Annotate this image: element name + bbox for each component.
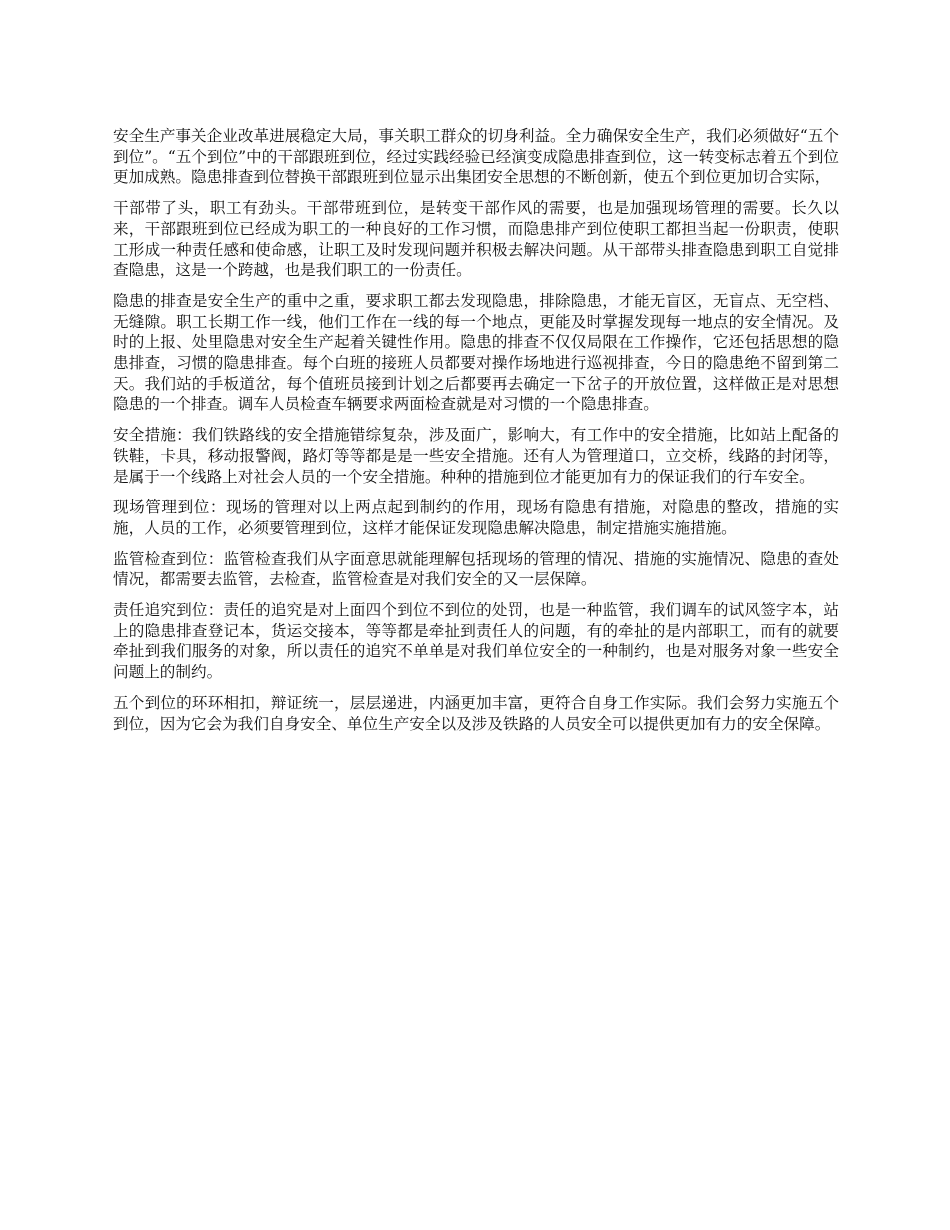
paragraph-intro: 安全生产事关企业改革进展稳定大局，事关职工群众的切身利益。全力确保安全生产，我们必须做好“五个到位”。“五个到位”中的干部跟班到位，经过实践经验已经演变成隐患排查到位，这一转变标志着五个到位更加成熟。隐患排查到位替换干部跟班到位显示出集团安全思想的不断创新，使五个到位更加切合实际，	[113, 127, 839, 187]
paragraph-accountability: 责任追究到位：责任的追究是对上面四个到位不到位的处罚，也是一种监管，我们调车的试风签字本，站上的隐患排查登记本，货运交接本，等等都是牵扯到责任人的问题，有的牵扯的是内部职工，而有的就要牵扯到我们服务的对象，所以责任的追究不单单是对我们单位安全的一种制约，也是对服务对象一些安全问题上的制约。	[113, 601, 839, 682]
paragraph-conclusion: 五个到位的环环相扣，辩证统一，层层递进，内涵更加丰富，更符合自身工作实际。我们会努力实施五个到位，因为它会为我们自身安全、单位生产安全以及涉及铁路的人员安全可以提供更加有力的安全保障。	[113, 693, 839, 733]
paragraph-safety-measures: 安全措施：我们铁路线的安全措施错综复杂，涉及面广，影响大，有工作中的安全措施，比如站上配备的铁鞋，卡具，移动报警阀，路灯等等都是是一些安全措施。还有人为管理道口，立交桥，线路的封闭等，是属于一个线路上对社会人员的一个安全措施。种种的措施到位才能更加有力的保证我们的行车安全。	[113, 426, 839, 486]
paragraph-supervision-inspection: 监管检查到位：监管检查我们从字面意思就能理解包括现场的管理的情况、措施的实施情况、隐患的查处情况，都需要去监管，去检查，监管检查是对我们安全的又一层保障。	[113, 549, 839, 589]
paragraph-site-management: 现场管理到位：现场的管理对以上两点起到制约的作用，现场有隐患有措施，对隐患的整改，措施的实施，人员的工作，必须要管理到位，这样才能保证发现隐患解决隐患，制定措施实施措施。	[113, 498, 839, 537]
paragraph-hazard-inspection: 隐患的排查是安全生产的重中之重，要求职工都去发现隐患，排除隐患，才能无盲区，无盲点、无空档、无缝隙。职工长期工作一线，他们工作在一线的每一个地点，更能及时掌握发现每一地点的安全情况。及时的上报、处里隐患对安全生产起着关键性作用。隐患的排查不仅仅局限在工作操作，它还包括思想的隐患排查，习惯的隐患排查。每个白班的接班人员都要对操作场地进行巡视排查，今日的隐患绝不留到第二天。我们站的手板道岔，每个值班员接到计划之后都要再去确定一下岔子的开放位置，这样做正是对思想隐患的一个排查。调车人员检查车辆要求两面检查就是对习惯的一个隐患排查。	[113, 291, 839, 414]
paragraph-cadre-leading: 干部带了头，职工有劲头。干部带班到位，是转变干部作风的需要，也是加强现场管理的需要。长久以来，干部跟班到位已经成为职工的一种良好的工作习惯，而隐患排产到位使职工都担当起一份职责，使职工形成一种责任感和使命感，让职工及时发现问题并积极去解决问题。从干部带头排查隐患到职工自觉排查隐患，这是一个跨越，也是我们职工的一份责任。	[113, 199, 839, 280]
document-body	[113, 126, 839, 744]
